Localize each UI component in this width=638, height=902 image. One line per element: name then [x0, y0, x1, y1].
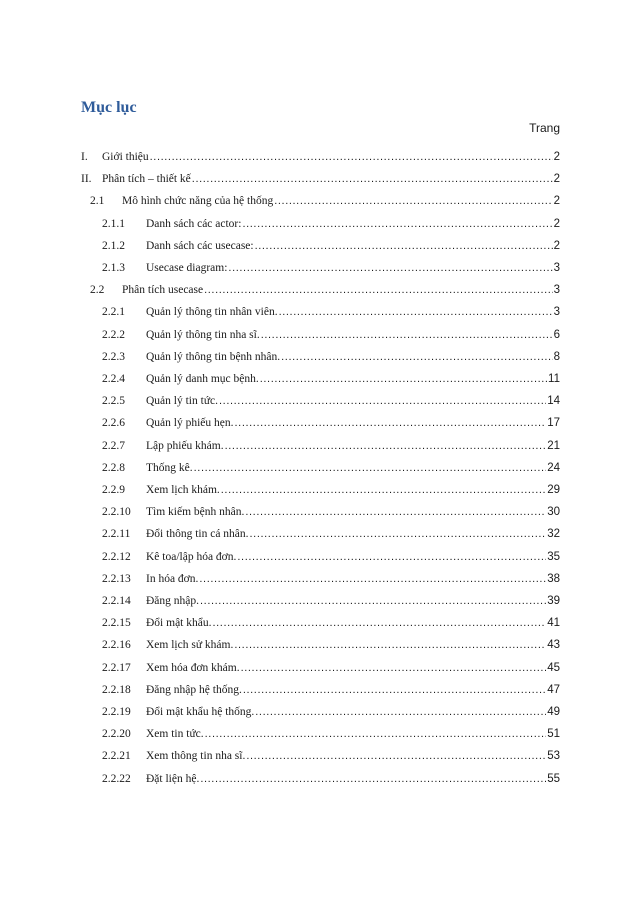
toc-leader-dots: [204, 283, 552, 297]
toc-entry-number: 2.2.7: [102, 439, 125, 452]
toc-entry-number: 2.2.18: [102, 683, 131, 696]
toc-entry[interactable]: [102, 677, 560, 697]
toc-entry[interactable]: [102, 366, 560, 386]
toc-entry[interactable]: [102, 610, 560, 630]
toc-entry[interactable]: [90, 277, 560, 297]
toc-entry[interactable]: [102, 588, 560, 608]
toc-leader-dots: [255, 705, 546, 719]
toc-entry-page: 14: [547, 395, 560, 408]
toc-leader-dots: [246, 749, 546, 763]
toc-entry[interactable]: [102, 521, 560, 541]
toc-entry-title: Xem lịch khám.: [146, 484, 220, 496]
toc-entry-page: 21: [547, 439, 560, 452]
toc-entry-title: Xem thông tin nha sĩ.: [146, 750, 246, 763]
toc-leader-dots: [199, 572, 546, 586]
toc-entry-page: 3: [553, 284, 560, 297]
toc-entry-page: 30: [547, 506, 560, 519]
toc-entry-number: 2.2.4: [102, 373, 125, 385]
toc-entry-number: 2.2.6: [102, 417, 125, 430]
toc-entry-number: 2.2.15: [102, 617, 131, 630]
toc-entry[interactable]: [102, 632, 560, 652]
toc-entry-page: 3: [553, 262, 560, 274]
toc-entry-title: Xem lịch sử khám.: [146, 639, 234, 652]
toc-entry-page: 39: [547, 595, 560, 607]
toc-entry-page: 41: [547, 617, 560, 630]
toc-entry-title: Đặt liện hệ.: [146, 772, 200, 785]
toc-leader-dots: [228, 261, 552, 275]
toc-entry-number: 2.1: [90, 195, 105, 208]
toc-leader-dots: [279, 305, 553, 319]
toc-entry-title: Quản lý tin tức.: [146, 395, 219, 408]
page-column-label: Trang: [529, 121, 560, 135]
toc-entry-number: 2.1.1: [102, 217, 125, 230]
toc-leader-dots: [192, 172, 553, 186]
toc-entry-title: Kê toa/lập hóa đơn.: [146, 550, 237, 563]
toc-leader-dots: [205, 727, 547, 741]
toc-leader-dots: [242, 217, 552, 231]
toc-entry-number: 2.2: [90, 284, 105, 297]
toc-entry-title: Đổi mật khẩu.: [146, 617, 212, 630]
toc-entry-title: Danh sách các actor:: [146, 217, 242, 230]
toc-leader-dots: [225, 439, 547, 453]
toc-leader-dots: [212, 616, 546, 630]
toc-entry-number: 2.2.19: [102, 706, 131, 718]
toc-entry[interactable]: [102, 743, 560, 763]
toc-entry[interactable]: [102, 721, 560, 741]
toc-entry-number: 2.2.17: [102, 661, 131, 674]
toc-entry-title: Quản lý danh mục bệnh.: [146, 373, 259, 385]
toc-entry-title: Quản lý thông tin nha sĩ.: [146, 328, 260, 341]
toc-entry[interactable]: [102, 299, 560, 319]
toc-entry-number: II.: [81, 173, 92, 186]
toc-entry-page: 38: [547, 572, 560, 585]
toc-entry-page: 11: [548, 373, 560, 385]
toc-entry-number: 2.2.16: [102, 639, 131, 652]
page-title: Mục lục: [81, 99, 137, 116]
toc-entry-number: 2.2.8: [102, 461, 125, 474]
toc-entry-page: 53: [547, 750, 560, 763]
toc-leader-dots: [261, 328, 553, 342]
toc-entry[interactable]: [102, 566, 560, 586]
toc-entry-title: Phân tích usecase: [122, 284, 204, 297]
toc-entry-number: 2.2.14: [102, 595, 131, 607]
toc-leader-dots: [150, 150, 553, 164]
toc-entry-number: 2.2.22: [102, 772, 131, 785]
toc-entry-title: Quản lý phiếu hẹn.: [146, 417, 234, 430]
toc-entry-number: 2.2.9: [102, 484, 125, 496]
toc-leader-dots: [245, 505, 546, 519]
toc-entry-page: 8: [553, 350, 560, 363]
toc-leader-dots: [194, 461, 547, 475]
toc-leader-dots: [255, 239, 553, 253]
toc-leader-dots: [260, 372, 547, 386]
toc-entry-page: 2: [553, 151, 560, 163]
toc-entry[interactable]: [102, 455, 560, 475]
toc-entry-page: 43: [547, 639, 560, 652]
toc-entry[interactable]: [102, 499, 560, 519]
toc-entry-page: 47: [547, 683, 560, 696]
toc-leader-dots: [281, 350, 552, 364]
toc-entry[interactable]: [102, 433, 560, 453]
toc-entry-number: 2.1.3: [102, 262, 125, 274]
toc-entry-title: Lập phiếu khám.: [146, 439, 224, 452]
toc-entry-page: 24: [547, 461, 560, 474]
toc-entry[interactable]: [102, 255, 560, 275]
toc-entry[interactable]: [102, 655, 560, 675]
toc-entry[interactable]: [90, 188, 560, 208]
toc-entry[interactable]: [102, 544, 560, 564]
toc-entry[interactable]: [102, 344, 560, 364]
toc-entry[interactable]: [102, 410, 560, 430]
toc-entry-number: 2.2.2: [102, 328, 125, 341]
toc-entry-page: 35: [547, 550, 560, 563]
toc-entry-title: Phân tích – thiết kế: [102, 173, 191, 186]
toc-entry-page: 2: [553, 217, 560, 230]
toc-entry-number: 2.2.13: [102, 572, 131, 585]
toc-entry-page: 55: [547, 772, 560, 785]
toc-entry-title: Đổi thông tin cá nhân.: [146, 528, 249, 541]
toc-entry-page: 2: [553, 195, 560, 208]
toc-entry[interactable]: [102, 322, 560, 342]
toc-leader-dots: [221, 483, 546, 497]
toc-entry-number: 2.2.21: [102, 750, 131, 763]
toc-leader-dots: [200, 594, 546, 608]
toc-leader-dots: [274, 194, 552, 208]
toc-entry-title: Xem tin tức.: [146, 728, 204, 741]
toc-entry-title: Quản lý thông tin bệnh nhân.: [146, 350, 281, 363]
toc-entry-title: Tìm kiếm bệnh nhân.: [146, 506, 245, 519]
toc-entry-title: Mô hình chức năng của hệ thống: [122, 195, 274, 208]
toc-entry[interactable]: [102, 699, 560, 719]
toc-entry-title: Usecase diagram:: [146, 262, 228, 274]
toc-entry-title: Đổi mật khẩu hệ thống.: [146, 706, 255, 718]
toc-entry-number: 2.1.2: [102, 239, 125, 252]
toc-entry-title: Danh sách các usecase:: [146, 239, 254, 252]
toc-leader-dots: [241, 661, 547, 675]
toc-entry-page: 17: [547, 417, 560, 430]
toc-entry-page: 45: [547, 661, 560, 674]
toc-entry-title: Thống kê.: [146, 461, 193, 474]
toc-entry-page: 32: [547, 528, 560, 541]
toc-entry[interactable]: [102, 766, 560, 786]
toc-entry-title: Quản lý thông tin nhân viên.: [146, 306, 278, 319]
toc-entry[interactable]: [102, 477, 560, 497]
toc-entry-number: 2.2.20: [102, 728, 131, 741]
toc-entry-number: 2.2.10: [102, 506, 131, 519]
toc-leader-dots: [200, 772, 546, 786]
toc-leader-dots: [237, 550, 546, 564]
toc-entry[interactable]: [102, 388, 560, 408]
toc-entry-page: 3: [553, 306, 560, 319]
toc-entry-page: 2: [553, 173, 560, 186]
toc-entry[interactable]: [81, 144, 560, 164]
toc-leader-dots: [235, 416, 547, 430]
toc-entry[interactable]: [102, 233, 560, 253]
toc-entry-number: 2.2.12: [102, 550, 131, 563]
toc-entry-page: 2: [553, 239, 560, 252]
toc-leader-dots: [250, 527, 547, 541]
toc-leader-dots: [234, 638, 546, 652]
toc-entry-number: 2.2.3: [102, 350, 125, 363]
toc-entry-page: 29: [547, 484, 560, 496]
toc-entry-number: 2.2.5: [102, 395, 125, 408]
toc-leader-dots: [243, 683, 546, 697]
toc-entry-page: 49: [547, 706, 560, 718]
toc-entry[interactable]: [102, 211, 560, 231]
toc-leader-dots: [219, 394, 546, 408]
toc-entry-title: In hóa đơn.: [146, 572, 199, 585]
toc-entry-page: 51: [547, 728, 560, 741]
toc-entry-title: Đăng nhập.: [146, 595, 200, 607]
toc-entry-number: I.: [81, 151, 88, 163]
toc-entry[interactable]: [81, 166, 560, 186]
toc-entry-title: Xem hóa đơn khám.: [146, 661, 240, 674]
toc-entry-title: Giới thiệu: [102, 151, 149, 163]
toc-entry-title: Đăng nhập hệ thống.: [146, 683, 242, 696]
toc-entry-page: 6: [553, 328, 560, 341]
toc-entry-number: 2.2.1: [102, 306, 125, 319]
toc-entry-number: 2.2.11: [102, 528, 131, 541]
